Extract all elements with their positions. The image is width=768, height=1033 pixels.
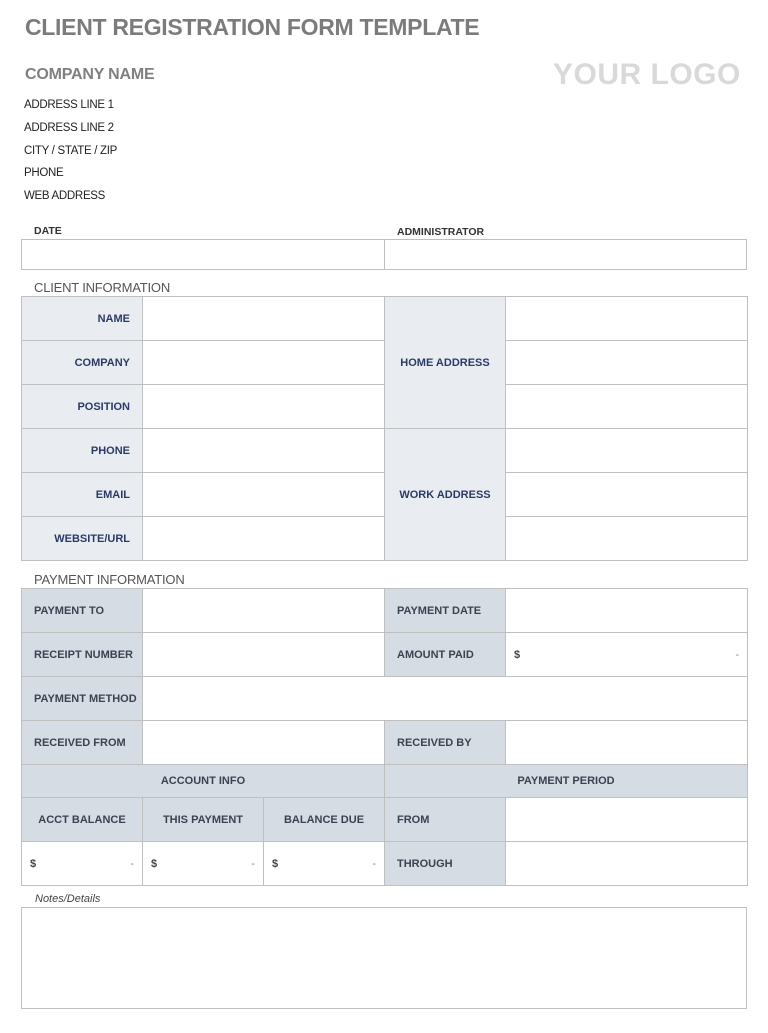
page-title: CLIENT REGISTRATION FORM TEMPLATE	[25, 14, 480, 40]
amount-paid-label: AMOUNT PAID	[385, 633, 506, 677]
company-name: COMPANY NAME	[25, 66, 155, 83]
phone-label: PHONE	[22, 429, 143, 473]
payment-info-table	[21, 588, 748, 886]
email-field[interactable]	[143, 473, 385, 517]
received-by-field[interactable]	[506, 721, 748, 765]
work-address-label: WORK ADDRESS	[385, 429, 506, 561]
amount-paid-value: -	[735, 648, 739, 661]
payment-method-label: PAYMENT METHOD	[22, 677, 143, 721]
work-address-line-2[interactable]	[506, 473, 748, 517]
notes-label: Notes/Details	[35, 893, 101, 905]
account-info-header: ACCOUNT INFO	[22, 765, 385, 798]
payment-to-field[interactable]	[143, 589, 385, 633]
balance-due-field[interactable]	[264, 842, 385, 886]
acct-balance-value: -	[130, 857, 134, 870]
payment-method-field[interactable]	[143, 677, 748, 721]
date-field[interactable]	[22, 240, 385, 270]
address-line-2: ADDRESS LINE 2	[24, 122, 114, 134]
client-info-table	[21, 296, 748, 561]
position-field[interactable]	[143, 385, 385, 429]
this-payment-label: THIS PAYMENT	[143, 798, 264, 842]
payment-date-field[interactable]	[506, 589, 748, 633]
amount-paid-field[interactable]	[506, 633, 748, 677]
date-admin-table	[21, 239, 747, 270]
name-label: NAME	[22, 297, 143, 341]
web-address: WEB ADDRESS	[24, 190, 106, 202]
currency-symbol: $	[30, 857, 37, 870]
payment-to-label: PAYMENT TO	[22, 589, 143, 633]
logo-placeholder: YOUR LOGO	[553, 58, 741, 91]
through-label: THROUGH	[385, 842, 506, 886]
payment-date-label: PAYMENT DATE	[385, 589, 506, 633]
acct-balance-label: ACCT BALANCE	[22, 798, 143, 842]
payment-period-header: PAYMENT PERIOD	[385, 765, 748, 798]
administrator-field[interactable]	[384, 240, 747, 270]
website-label: WEBSITE/URL	[22, 517, 143, 561]
from-label: FROM	[385, 798, 506, 842]
date-label: DATE	[34, 225, 62, 237]
balance-due-value: -	[372, 857, 376, 870]
home-address-line-3[interactable]	[506, 385, 748, 429]
receipt-number-field[interactable]	[143, 633, 385, 677]
home-address-line-2[interactable]	[506, 341, 748, 385]
email-label: EMAIL	[22, 473, 143, 517]
work-address-line-1[interactable]	[506, 429, 748, 473]
city-state-zip: CITY / STATE / ZIP	[24, 145, 118, 157]
receipt-number-label: RECEIPT NUMBER	[22, 633, 143, 677]
work-address-line-3[interactable]	[506, 517, 748, 561]
received-from-field[interactable]	[143, 721, 385, 765]
home-address-line-1[interactable]	[506, 297, 748, 341]
phone-field[interactable]	[143, 429, 385, 473]
this-payment-value: -	[251, 857, 255, 870]
currency-symbol: $	[514, 648, 521, 661]
this-payment-field[interactable]	[143, 842, 264, 886]
from-field[interactable]	[506, 798, 748, 842]
received-from-label: RECEIVED FROM	[22, 721, 143, 765]
notes-field[interactable]	[21, 907, 747, 1009]
website-field[interactable]	[143, 517, 385, 561]
position-label: POSITION	[22, 385, 143, 429]
payment-info-title: PAYMENT INFORMATION	[34, 572, 185, 587]
received-by-label: RECEIVED BY	[385, 721, 506, 765]
administrator-label: ADMINISTRATOR	[397, 226, 485, 238]
address-line-1: ADDRESS LINE 1	[24, 99, 114, 111]
acct-balance-field[interactable]	[22, 842, 143, 886]
company-field[interactable]	[143, 341, 385, 385]
currency-symbol: $	[151, 857, 158, 870]
currency-symbol: $	[272, 857, 279, 870]
name-field[interactable]	[143, 297, 385, 341]
through-field[interactable]	[506, 842, 748, 886]
company-label: COMPANY	[22, 341, 143, 385]
company-phone: PHONE	[24, 167, 64, 179]
client-info-title: CLIENT INFORMATION	[34, 280, 171, 295]
balance-due-label: BALANCE DUE	[264, 798, 385, 842]
home-address-label: HOME ADDRESS	[385, 297, 506, 429]
